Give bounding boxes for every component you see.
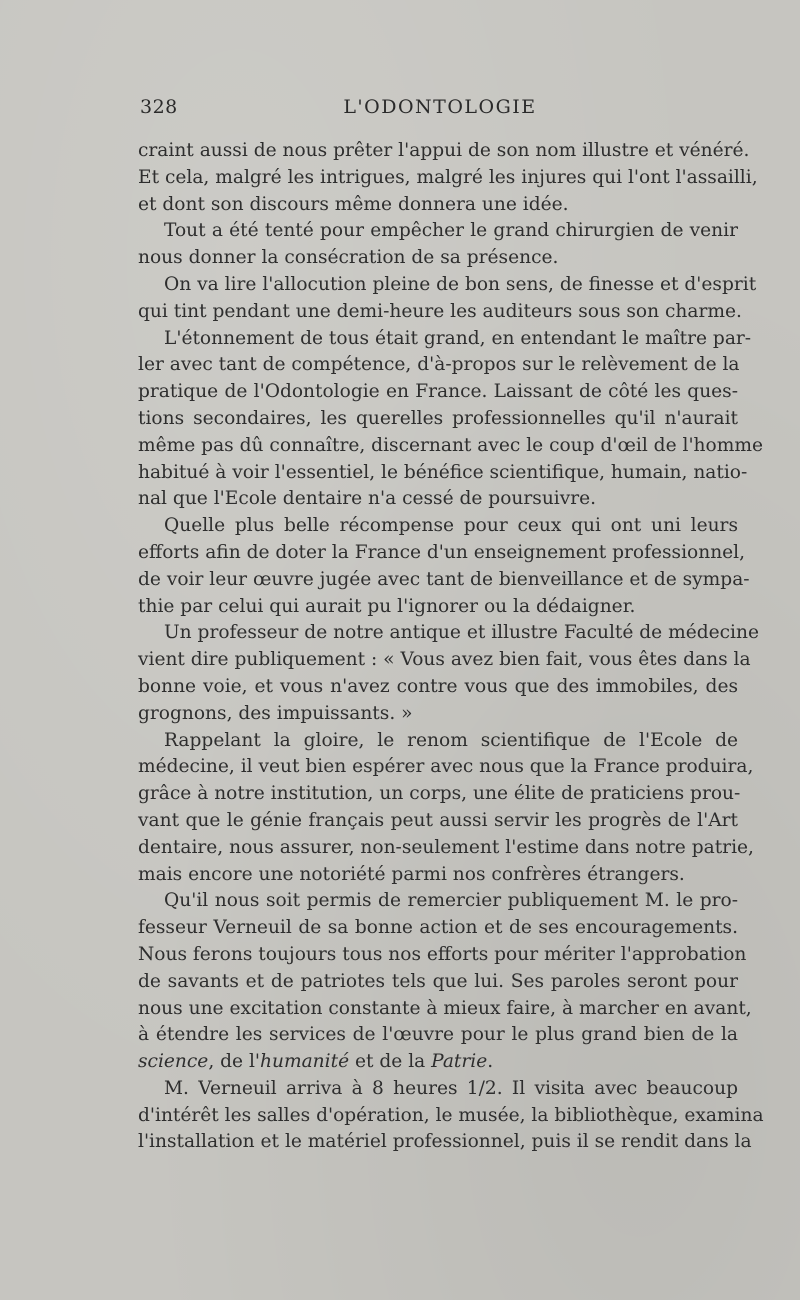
text-line: d'intérêt les salles d'opération, le musée, la bibliothèque, examina <box>138 1104 764 1126</box>
text-line: Rappelant la gloire, le renom scientifique de l'Ecole de <box>164 729 738 751</box>
body-text <box>138 138 764 1156</box>
running-title: L'ODONTOLOGIE <box>343 96 537 118</box>
text-line: habitué à voir l'essentiel, le bénéfice scientifique, humain, natio- <box>138 461 748 483</box>
text-line: craint aussi de nous prêter l'appui de son nom illustre et vénéré. <box>138 140 750 161</box>
text-line: Nous ferons toujours tous nos efforts pour mériter l'approbation <box>138 943 747 965</box>
text-line: nous donner la consécration de sa présence. <box>138 247 559 269</box>
text-line: ler avec tant de compétence, d'à-propos sur le relèvement de la <box>138 354 740 376</box>
word-humanite: humanité <box>260 1051 350 1073</box>
text-line: à étendre les services de l'œuvre pour le plus grand bien de la <box>138 1024 738 1046</box>
text-line: et dont son discours même donnera une idée. <box>138 193 569 215</box>
page-header <box>140 96 740 126</box>
text-line: médecine, il veut bien espérer avec nous que la France produira, <box>138 756 754 778</box>
text-line: Qu'il nous soit permis de remercier publiquement M. le pro- <box>164 890 738 912</box>
text-line: même pas dû connaître, discernant avec le coup d'œil de l'homme <box>138 434 763 456</box>
text-line: tions secondaires, les querelles professionnelles qu'il n'aurait <box>138 407 738 429</box>
text-line: efforts afin de doter la France d'un enseignement professionnel, <box>138 541 746 563</box>
text-fragment: , de l' <box>208 1051 261 1073</box>
text-line: On va lire l'allocution pleine de bon sens, de finesse et d'esprit <box>164 273 757 295</box>
text-line-closing <box>138 1049 738 1076</box>
text-line: fesseur Verneuil de sa bonne action et de ses encouragements. <box>138 917 738 939</box>
text-line: dentaire, nous assurer, non-seulement l'estime dans notre patrie, <box>138 836 754 858</box>
text-line: de savants et de patriotes tels que lui. Ses paroles seront pour <box>138 970 738 992</box>
word-patrie: Patrie <box>431 1051 488 1073</box>
text-line: vient dire publiquement : « Vous avez bien fait, vous êtes dans la <box>138 649 751 671</box>
text-line: Tout a été tenté pour empêcher le grand chirurgien de venir <box>164 220 738 242</box>
text-line: qui tint pendant une demi-heure les auditeurs sous son charme. <box>138 300 742 322</box>
word-science: science <box>138 1051 209 1073</box>
text-line: mais encore une notoriété parmi nos confrères étrangers. <box>138 863 685 885</box>
text-fragment: et de la <box>349 1051 432 1073</box>
text-line: nous une excitation constante à mieux faire, à marcher en avant, <box>138 997 752 1019</box>
text-line: pratique de l'Odontologie en France. Laissant de côté les ques- <box>138 381 738 403</box>
page-number: 328 <box>140 96 178 118</box>
text-line: grâce à notre institution, un corps, une élite de praticiens prou- <box>138 783 741 805</box>
text-line: thie par celui qui aurait pu l'ignorer ou la dédaigner. <box>138 595 636 617</box>
text-line: Quelle plus belle récompense pour ceux qui ont uni leurs <box>164 515 738 537</box>
text-line: nal que l'Ecole dentaire n'a cessé de poursuivre. <box>138 488 597 510</box>
text-line: Et cela, malgré les intrigues, malgré les injures qui l'ont l'assailli, <box>138 166 758 188</box>
text-line: M. Verneuil arriva à 8 heures 1/2. Il visita avec beaucoup <box>164 1077 738 1099</box>
text-line: Un professeur de notre antique et illustre Faculté de médecine <box>164 622 759 644</box>
text-line: bonne voie, et vous n'avez contre vous que des immobiles, des <box>138 675 738 697</box>
text-line: L'étonnement de tous était grand, en entendant le maître par- <box>164 327 752 349</box>
text-fragment: . <box>487 1051 494 1073</box>
text-line: l'installation et le matériel professionnel, puis il se rendit dans la <box>138 1131 752 1153</box>
text-line: vant que le génie français peut aussi servir les progrès de l'Art <box>138 809 738 831</box>
text-line: de voir leur œuvre jugée avec tant de bienveillance et de sympa- <box>138 568 750 590</box>
text-line: grognons, des impuissants. » <box>138 702 413 724</box>
